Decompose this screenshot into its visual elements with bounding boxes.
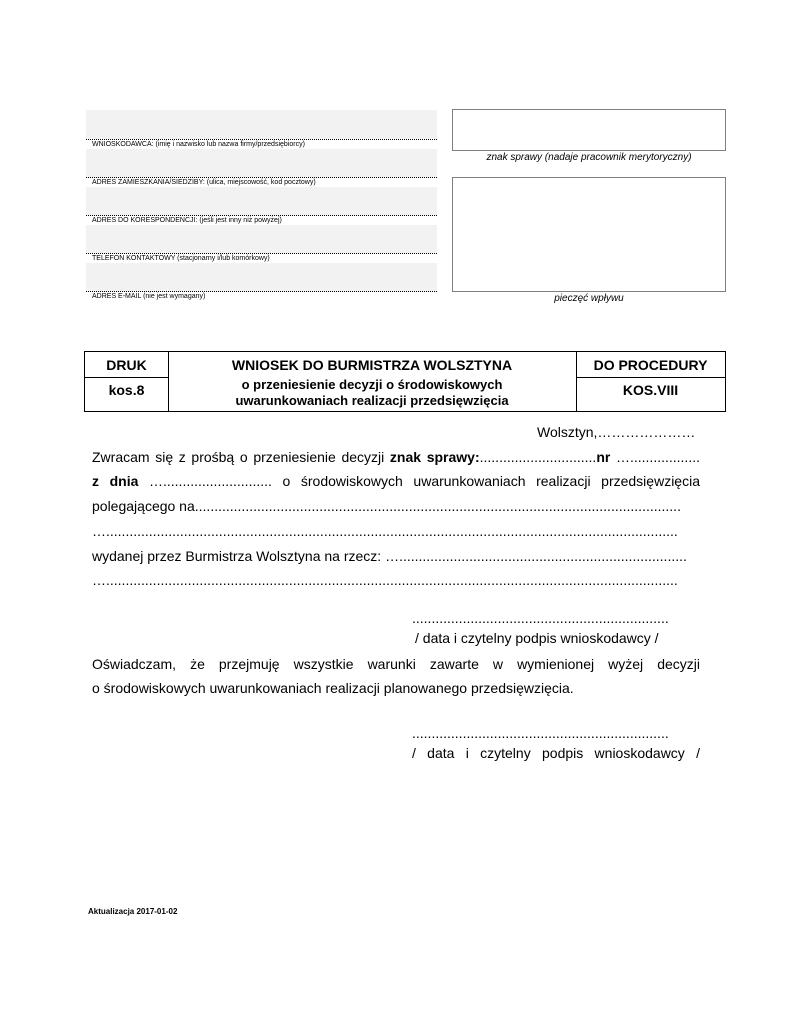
case-number-caption: znak sprawy (nadaje pracownik merytoryczny)	[486, 152, 692, 163]
address-field[interactable]	[86, 149, 437, 178]
signature-label-2: / data i czytelny podpis wnioskodawcy /	[412, 745, 700, 761]
form-title: WNIOSEK DO BURMISTRZA WOLSZTYNA	[231, 357, 513, 373]
signature-dots-2[interactable]: ..................................................................	[412, 725, 669, 741]
nr-label: nr	[596, 449, 611, 465]
consisting-line[interactable]: polegającego na.............................................................................................................................	[92, 498, 681, 514]
signature-dots-1[interactable]: ..................................................................	[412, 610, 669, 626]
date-line[interactable]	[92, 473, 700, 489]
phone-line	[86, 253, 437, 254]
stamp-box[interactable]	[452, 177, 726, 292]
email-line	[86, 291, 437, 292]
email-field[interactable]	[86, 263, 437, 292]
date-label: z dnia	[92, 473, 139, 489]
update-date: Aktualizacja 2017-01-02	[88, 907, 178, 916]
druk-code: kos.8	[108, 382, 145, 398]
request-prefix: Zwracam się z prośbą o przeniesienie decyzji	[92, 449, 390, 465]
place-date[interactable]: Wolsztyn,…………………	[537, 424, 696, 440]
address-line	[86, 177, 437, 178]
correspondence-line	[86, 215, 437, 216]
request-line[interactable]	[92, 449, 700, 465]
signature-label-1: / data i czytelny podpis wnioskodawcy /	[415, 630, 659, 646]
druk-label: DRUK	[106, 357, 147, 373]
address-label: ADRES ZAMIESZKANIA/SIEDZIBY: (ulica, miejscowość, kod pocztowy)	[92, 179, 316, 186]
form-subtitle-line1: o przeniesienie decyzji o środowiskowych	[241, 377, 503, 392]
case-number-label: znak sprawy:	[389, 449, 480, 465]
applicant-name-field[interactable]	[86, 110, 437, 139]
form-subtitle-line2: uwarunkowaniach realizacji przedsięwzięcia	[235, 393, 509, 408]
declaration-line-2: o środowiskowych uwarunkowaniach realizacji planowanego przedsięwzięcia.	[92, 680, 574, 696]
email-label: ADRES E-MAIL (nie jest wymagany)	[92, 293, 206, 300]
applicant-name-line	[86, 139, 437, 140]
blank-line-1[interactable]: …...................................................................................................................................................	[92, 523, 678, 539]
phone-label: TELEFON KONTAKTOWY (stacjonarny i/lub komórkowy)	[92, 255, 270, 262]
date-dots: …............................	[138, 473, 272, 489]
date-rest: o środowiskowych uwarunkowaniach realizacji przedsięwzięcia	[271, 473, 700, 489]
phone-field[interactable]	[86, 225, 437, 254]
form-header-table	[84, 351, 726, 412]
stamp-caption: pieczęć wpływu	[554, 293, 624, 304]
header-row-divider-right	[576, 377, 725, 378]
issued-to-line[interactable]: wydanej przez Burmistrza Wolsztyna na rzecz: …..........................................................................	[92, 548, 687, 564]
nr-dots: …..................	[610, 449, 700, 465]
case-number-box[interactable]	[452, 109, 726, 151]
correspondence-field[interactable]	[86, 187, 437, 216]
correspondence-label: ADRES DO KORESPONDENCJI: (jeśli jest inny niż powyżej)	[92, 217, 282, 224]
procedure-code: KOS.VIII	[622, 382, 679, 398]
blank-line-2[interactable]: …...................................................................................................................................................	[92, 572, 678, 588]
header-row-divider-left	[85, 377, 168, 378]
declaration-line-1: Oświadczam, że przejmuję wszystkie warunki zawarte w wymienionej wyżej decyzji	[92, 656, 700, 672]
applicant-name-label: WNIOSKODAWCA: (imię i nazwisko lub nazwa firmy/przedsiębiorcy)	[92, 141, 305, 148]
case-number-dots: ..............................	[479, 449, 597, 465]
procedure-label: DO PROCEDURY	[593, 357, 708, 373]
